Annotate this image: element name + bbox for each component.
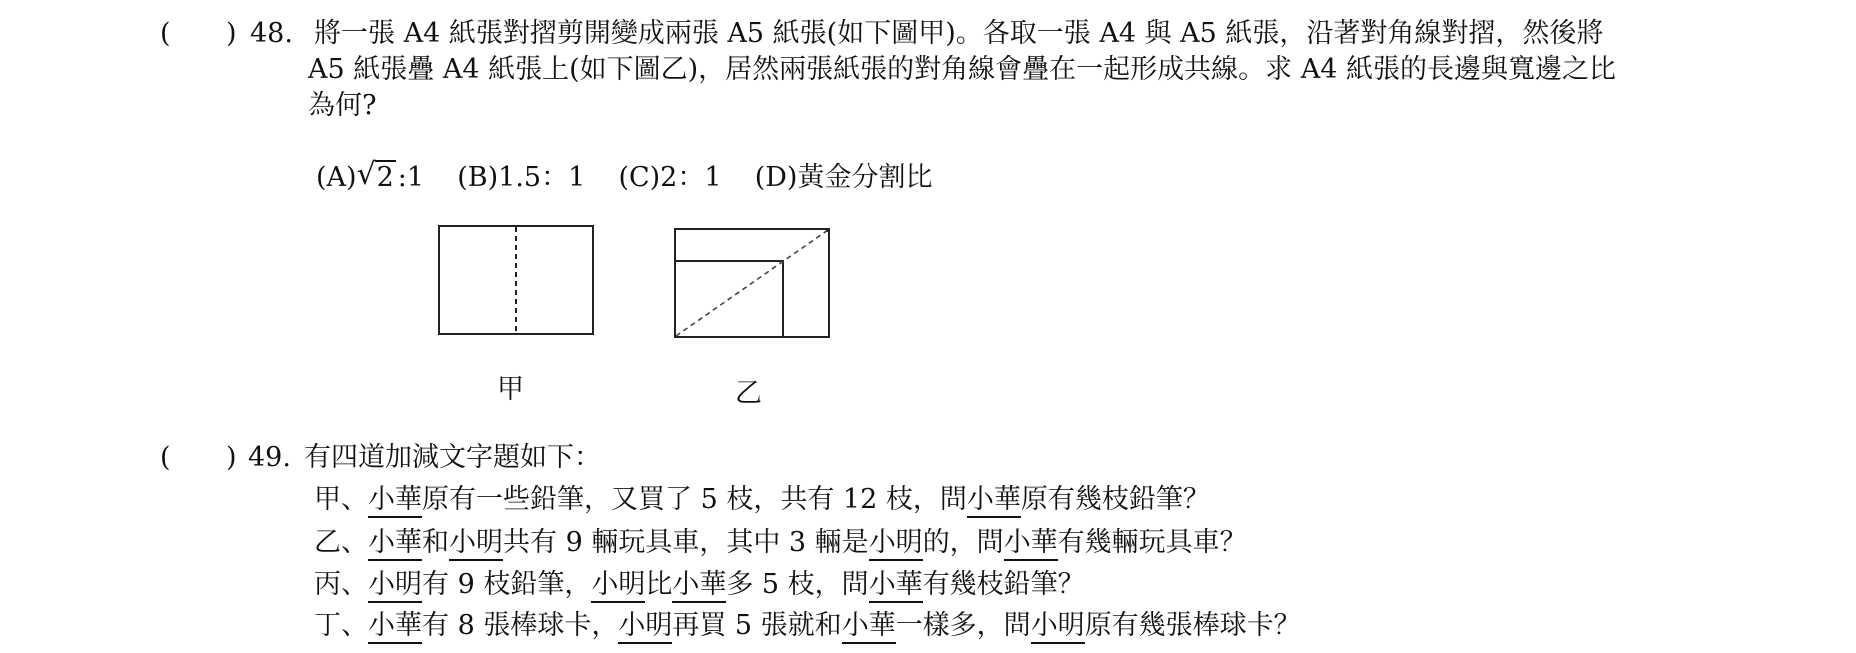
question-intro: 有四道加減文字題如下：: [304, 442, 601, 473]
question-text-line-1: 將一張 A4 紙張對摺剪開變成兩張 A5 紙張(如下圖甲)。各取一張 A4 與 A5 紙張，沿著對角線對摺，然後將: [314, 18, 1604, 49]
choice-c: (C)2：1: [618, 162, 722, 193]
choice-b: (B)1.5：1: [457, 162, 586, 193]
person-name: 小華: [869, 569, 923, 603]
person-name: 小華: [1004, 527, 1058, 561]
person-name: 小華: [672, 569, 726, 603]
answer-paren-open: (: [160, 442, 171, 473]
person-name: 小華: [368, 484, 422, 518]
person-name: 小華: [368, 527, 422, 561]
figure-yi-label: 乙: [735, 378, 762, 409]
answer-paren-open: (: [160, 18, 171, 49]
list-item: 甲、小華原有一些鉛筆，又買了 5 枝，共有 12 枝，問小華原有幾枝鉛筆？: [314, 486, 1210, 513]
choice-d: (D)黃金分割比: [754, 162, 933, 193]
list-item: 乙、小華和小明共有 9 輛玩具車，其中 3 輛是小明的，問小華有幾輛玩具車？: [314, 529, 1247, 556]
person-name: 小明: [449, 527, 503, 561]
list-item: 丁、小華有 8 張棒球卡，小明再買 5 張就和小華一樣多，問小明原有幾張棒球卡？: [314, 612, 1301, 639]
person-name: 小明: [368, 569, 422, 603]
question-number: 48.: [250, 18, 293, 49]
figure-jia: [438, 225, 596, 337]
choice-a: (A) √ 2 :1: [316, 157, 425, 193]
question-number: 49.: [248, 442, 291, 473]
person-name: 小明: [618, 610, 672, 644]
person-name: 小明: [869, 527, 923, 561]
person-name: 小華: [967, 484, 1021, 518]
answer-choices: [316, 157, 933, 193]
person-name: 小明: [591, 569, 645, 603]
question-text-line-2: A5 紙張疊 A4 紙張上(如下圖乙)，居然兩張紙張的對角線會疊在一起形成共線。求 A4 紙張的長邊與寬邊之比: [308, 54, 1617, 85]
person-name: 小明: [1031, 610, 1085, 644]
answer-paren-close: ): [226, 442, 237, 473]
corner-dot: [826, 228, 830, 232]
answer-paren-close: ): [226, 18, 237, 49]
diagonal-line: [676, 230, 828, 336]
list-item: 丙、小明有 9 枝鉛筆，小明比小華多 5 枝，問小華有幾枝鉛筆？: [314, 571, 1085, 598]
person-name: 小華: [842, 610, 896, 644]
person-name: 小華: [368, 610, 422, 644]
figure-yi: [674, 228, 832, 340]
question-text-line-3: 為何?: [308, 90, 377, 121]
figure-jia-label: 甲: [497, 374, 524, 405]
sqrt-symbol: √ 2: [356, 157, 394, 193]
